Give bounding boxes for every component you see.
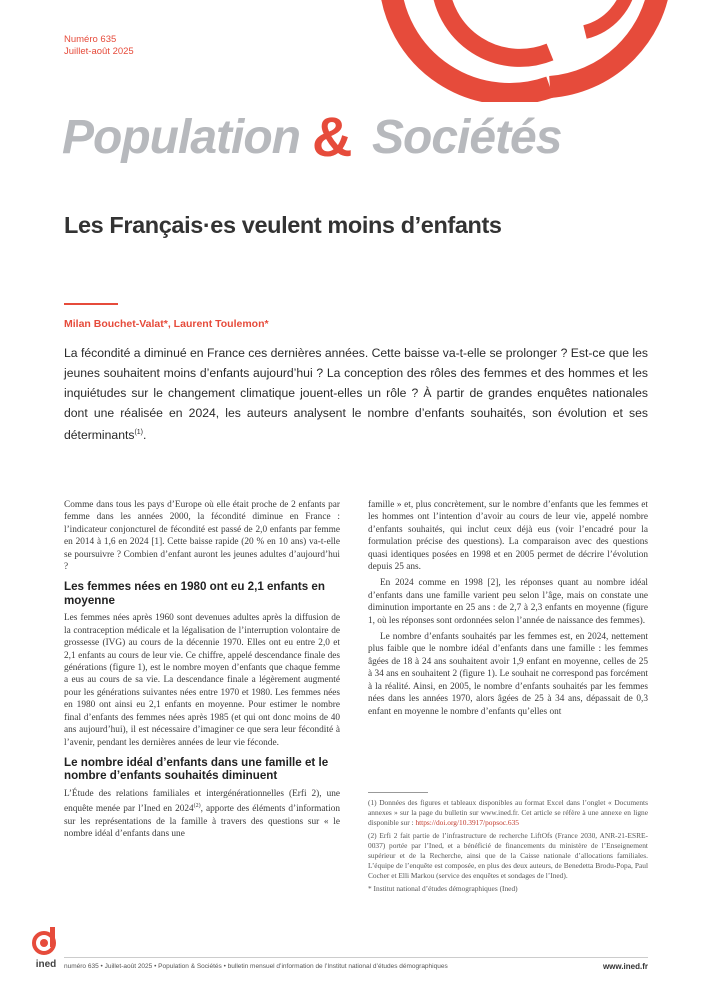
ined-wordmark: ined	[35, 959, 57, 970]
masthead-ampersand: &	[312, 105, 353, 168]
footnote-2: (2) Erfi 2 fait partie de l’infrastructure de recherche LiftOfs (France 2030, ANR-21-ESRE-0037) portée par l’Ined, et a bénéficié de financements du ministère de l’Enseignement supérieur et de la Recherche, ainsi que de la Caisse nationale d’allocations familiales. L’équipe de l’enquête est composée, en plus des deux auteurs, de Benedetta Brodu-Popa, Paul Cocher et Elli Markou (service des enquêtes et sondages de l’Ined).	[368, 831, 648, 880]
article-authors: Milan Bouchet-Valat*, Laurent Toulemon*	[64, 318, 269, 330]
section-2-text-cont: , apporte des éléments d’information sur les représentations de la famille à travers des questions sur « le nombre idéal d’enfants dans une	[64, 804, 340, 840]
intro-paragraph: Comme dans tous les pays d’Europe où elle était proche de 2 enfants par femme dans les années 2000, la fécondité diminue en France : l’indicateur conjoncturel de fécondité est passé de 2,0 enfants par femme en 2014 à 1,6 en 2024 [1]. Cette baisse rapide (20 % en 10 ans) va-t-elle se poursuivre ? Combien d’enfant auront les jeunes adultes d’aujourd’hui ?	[64, 500, 340, 573]
issue-date: Juillet-août 2025	[64, 46, 134, 57]
footnote-1	[368, 798, 648, 827]
right-paragraph-3: Le nombre d’enfants souhaités par les femmes est, en 2024, nettement plus faible que le nombre idéal d’enfants dans une famille : les femmes âgées de 18 à 24 ans souhaitent avoir 1,9 enfant en moyenne, celles de 25 à 34 ans en souhaitent 2 (figure 1). Le souhait ne correspond pas forcément à la réalité. Ainsi, en 2005, le nombre d’enfants souhaités par les femmes nées dans les années 1970, alors âgées de 25 à 34 ans, dépassait de 0,3 enfant en moyenne le nombre d’enfants qu’elles ont	[368, 632, 648, 717]
footnotes	[368, 798, 648, 898]
left-column	[64, 499, 340, 845]
footer-divider	[64, 957, 648, 958]
footer-url-link[interactable]: www.ined.fr	[602, 962, 648, 971]
brand-arcs-logo	[360, 0, 708, 102]
masthead-societes: Sociétés	[372, 111, 562, 164]
footnote-1-link[interactable]: https://doi.org/10.3917/popsoc.635	[415, 817, 519, 827]
issue-info	[64, 34, 134, 58]
article-title: Les Français·es veulent moins d’enfants	[64, 212, 502, 238]
footnote-1-text: (1) Données des figures et tableaux disponibles au format Excel dans l’onglet « Documents annexes » sur la page du bulletin sur www.ined.fr. Cet article se réfère à une annexe en ligne disponible sur :	[368, 798, 648, 827]
right-paragraph-1: famille » et, plus concrètement, sur le nombre d’enfants que les femmes et les hommes ont l’intention d’avoir au cours de leur vie, appelé nombre d’enfants souhaités, qui inclut ceux déjà eus (voir l’encadré pour la formulation précise des questions). La comparaison avec des questions quasi identiques posées en 1998 et en 2005 permet de décrire l’évolution depuis 25 ans.	[368, 500, 648, 573]
section-heading-2: Le nombre idéal d’enfants dans une famille et le nombre d’enfants souhaités diminuent	[64, 755, 329, 783]
title-divider	[64, 303, 118, 305]
masthead	[62, 105, 622, 170]
section-2-paragraph	[64, 788, 340, 841]
footnote-divider	[368, 792, 428, 793]
ined-mark-icon	[30, 925, 62, 957]
abstract-note-ref: (1)	[134, 429, 144, 436]
masthead-population: Population	[62, 111, 300, 164]
footnote-3: * Institut national d’études démographiques (Ined)	[368, 884, 518, 894]
right-column	[368, 499, 648, 722]
issue-number: Numéro 635	[64, 34, 117, 45]
section-heading-1: Les femmes nées en 1980 ont eu 2,1 enfants en moyenne	[64, 580, 325, 607]
section-1-paragraph: Les femmes nées après 1960 sont devenues adultes après la diffusion de la contraception médicale et la légalisation de l’interruption volontaire de grossesse (IVG) au cours de la décennie 1970. Elles ont eu entre 2,0 et 2,1 enfants au cours de leur vie. Ce chiffre, appelé descendance finale des générations (figure 1), est le nombre moyen d’enfants que chaque femme a eus au cours de sa vie. La descendance finale a légèrement augmenté pour les générations suivantes nées entre 1970 et 1980. Les femmes nées en 1980 ont ainsi eu 2,1 enfants en moyenne. Pour estimer le nombre final d’enfants des femmes nées après 1985 (et qui ont donc moins de 40 ans aujourd’hui), il est nécessaire d’imaginer ce que sera leur fécondité à l’avenir, pendant les dernières années de leur vie féconde.	[64, 613, 340, 748]
note-2-ref: (2)	[193, 803, 201, 810]
footer-text: numéro 635 • Juillet-août 2025 • Population & Sociétés • bulletin mensuel d’information de l’Institut national d’études démographiques	[64, 963, 448, 970]
article-abstract: La fécondité a diminué en France ces dernières années. Cette baisse va-t-elle se prolonger ? Est-ce que les jeunes souhaitent moins d’enfants aujourd’hui ? La conception des rôles des femmes et des hommes et les inquiétudes sur le changement climatique jouent-elles un rôle ? À partir de grandes enquêtes nationales dont une réalisée en 2024, les auteurs analysent le nombre d’enfants souhaités, son évolution et ses déterminants$^{(1)}$.	[64, 346, 648, 443]
right-paragraph-2: En 2024 comme en 1998 [2], les réponses quant au nombre idéal d’enfants dans une famille varient peu selon l’âge, mais on constate une diminution importante en 25 ans : de 2,7 à 2,3 enfants en moyenne (figure 1, où les réponses sont ordonnées selon l’année de naissance des femmes).	[368, 578, 648, 626]
section-2-text: L’Étude des relations familiales et intergénérationnelles (Erfi 2), une enquête menée par l’Ined en 2024	[64, 788, 340, 815]
abstract-text: La fécondité a diminué en France ces dernières années. Cette baisse va-t-elle se prolonger ? Est-ce que les jeunes souhaitent moins d’enfants aujourd’hui ? La conception des rôles des femmes et des hommes et les inquiétudes sur le changement climatique jouent-elles un rôle ? À partir de grandes enquêtes nationales dont une réalisée en 2024, les auteurs analysent le nombre d’enfants souhaités, son évolution et ses déterminants	[64, 346, 648, 443]
ined-logo	[30, 925, 62, 973]
